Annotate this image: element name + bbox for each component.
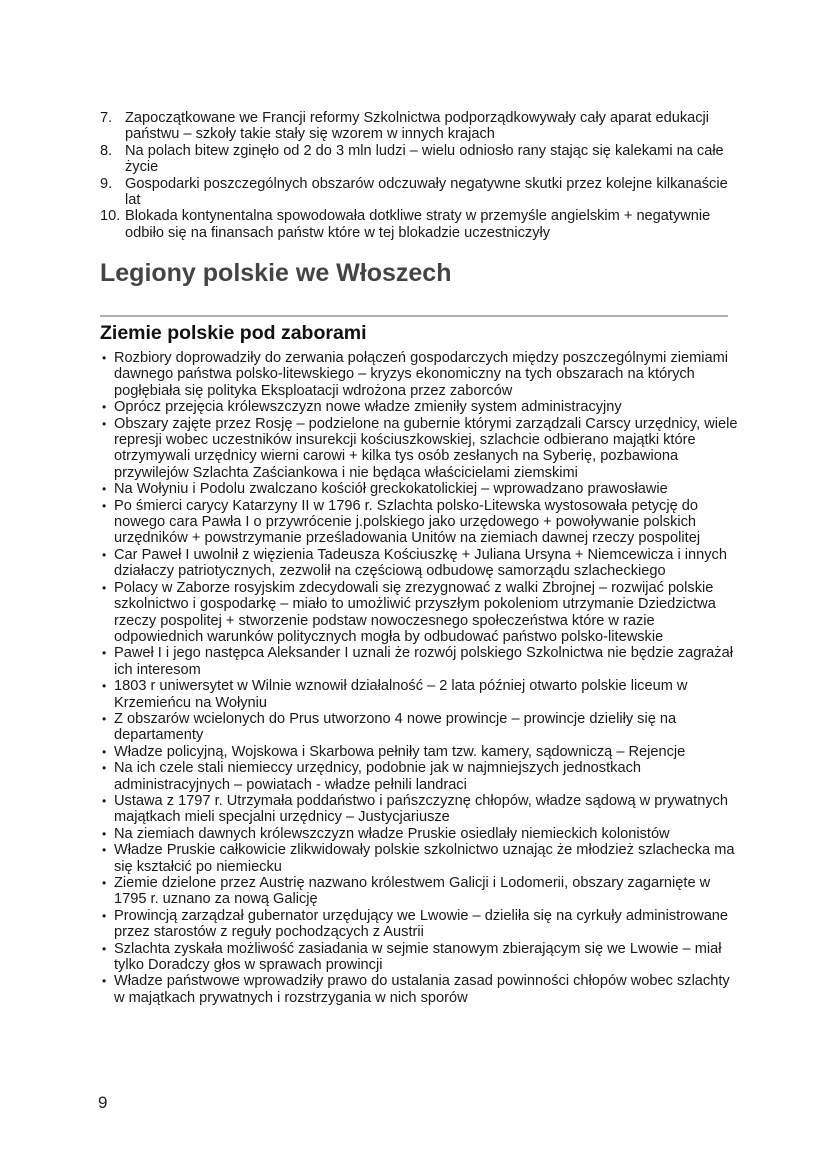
bullet-text: Paweł I i jego następca Aleksander I uznali że rozwój polskiego Szkolnictwa nie będzie zagrażał ich interesom bbox=[114, 645, 733, 678]
bullet-text: Po śmierci carycy Katarzyny II w 1796 r. Szlachta polsko-Litewska wystosowała petycję do nowego cara Pawła I o przywrócenie j.polskiego jako urzędowego + powoływanie polskich urzędników + powstrzymanie prześladowania Unitów na ziemiach dawnej rzeczy pospolitej bbox=[114, 497, 701, 547]
bullet-item bbox=[100, 826, 740, 842]
bullet-icon: • bbox=[102, 908, 107, 923]
bullet-text: Władze Pruskie całkowicie zlikwidowały polskie szkolnictwo uznając że młodzież szlachecka ma się kształcić po niemiecku bbox=[114, 842, 735, 875]
bullet-icon: • bbox=[102, 761, 107, 776]
bullet-icon: • bbox=[102, 679, 107, 694]
bullet-text: 1803 r uniwersytet w Wilnie wznowił działalność – 2 lata później otwarto polskie liceum w Krzemieńcu na Wołyniu bbox=[114, 678, 688, 711]
item-number: 9. bbox=[100, 175, 113, 192]
divider bbox=[100, 315, 728, 317]
bullet-item bbox=[100, 908, 740, 941]
bullet-text: Na ich czele stali niemieccy urzędnicy, podobnie jak w najmniejszych jednostkach administracyjnych – powiatach - władze pełnili landraci bbox=[114, 760, 641, 793]
bullet-item bbox=[100, 744, 740, 760]
bullet-item bbox=[100, 793, 740, 826]
bullet-text: Ustawa z 1797 r. Utrzymała poddaństwo i pańszczyznę chłopów, władze sądową w prywatnych majątkach mieli specjalni urzędnicy – Justycjariusze bbox=[114, 792, 729, 826]
bullet-text: Polacy w Zaborze rosyjskim zdecydowali się zrezygnować z walki Zbrojnej – rozwijać polskie szkolnictwo i gospodarkę – miało to umożliwić przyszłym pokoleniom utrzymanie Dziedzictwa rzeczy pospolitej + stworzenie podstaw nowoczesnego społeczeństwa które w razie odpowiednich warunków politycznych mogła by odbudować państwo polsko-litewskie bbox=[114, 579, 716, 645]
numbered-item bbox=[100, 176, 740, 209]
bullet-item bbox=[100, 481, 740, 497]
bullet-text: Obszary zajęte przez Rosję – podzielone na gubernie którymi zarządzali Carscy urzędnicy, wiele represji wobec uczestników insurekcji kościuszkowskiej, szlachcie odbierano majątki które otrzymywali urzędnicy wierni carowi + kilka tys osób zesłanych na Syberię, pozbawiona przywilejów Szlachta Zaściankowa i nie będąca właścicielami ziemskimi bbox=[114, 415, 738, 481]
bullet-text: Na Wołyniu i Podolu zwalczano kościół greckokatolickiej – wprowadzano prawosławie bbox=[114, 481, 668, 498]
bullet-text: Na ziemiach dawnych królewszczyzn władze Pruskie osiedlały niemieckich kolonistów bbox=[114, 825, 670, 842]
bullet-icon: • bbox=[102, 941, 107, 956]
bullet-icon: • bbox=[102, 744, 107, 759]
bullet-text: Ziemie dzielone przez Austrię nazwano królestwem Galicji i Lodomerii, obszary zagarnięte w 1795 r. uznano za nową Galicję bbox=[114, 875, 711, 908]
bullet-item bbox=[100, 580, 740, 646]
item-text: Gospodarki poszczególnych obszarów odczuwały negatywne skutki przez kolejne kilkanaście lat bbox=[125, 175, 728, 209]
bullet-icon: • bbox=[102, 400, 107, 415]
bullet-icon: • bbox=[102, 416, 107, 431]
item-text: Na polach bitew zginęło od 2 do 3 mln ludzi – wielu odniosło rany stając się kalekami na całe życie bbox=[125, 142, 724, 176]
bullet-text: Szlachta zyskała możliwość zasiadania w sejmie stanowym zbierającym się we Lwowie – miał tylko Doradczy głos w sprawach prowincji bbox=[114, 940, 722, 974]
bullet-item bbox=[100, 416, 740, 482]
bullet-text: Car Paweł I uwolnił z więzienia Tadeusza Kościuszkę + Juliana Ursyna + Niemcewicza i innych działaczy patriotycznych, zezwolił na częściową odbudowę samorządu szlacheckiego bbox=[114, 546, 727, 580]
bullet-item bbox=[100, 941, 740, 974]
bullet-icon: • bbox=[102, 498, 107, 513]
bullet-item bbox=[100, 678, 740, 711]
bullet-icon: • bbox=[102, 580, 107, 595]
bullet-item bbox=[100, 350, 740, 399]
numbered-item bbox=[100, 110, 740, 143]
numbered-item bbox=[100, 143, 740, 176]
bullet-icon: • bbox=[102, 826, 107, 841]
bullet-icon: • bbox=[102, 843, 107, 858]
bullet-icon: • bbox=[102, 974, 107, 989]
bullet-item bbox=[100, 547, 740, 580]
bullet-icon: • bbox=[102, 646, 107, 661]
bullet-icon: • bbox=[102, 547, 107, 562]
bullet-item bbox=[100, 760, 740, 793]
bullet-icon: • bbox=[102, 482, 107, 497]
bullet-text: Rozbiory doprowadziły do zerwania połączeń gospodarczych między poszczególnymi ziemiami dawnego państwa polsko-litewskiego – kryzys ekonomiczny na tych obszarach na których pogłębiała się polityka Eksploatacji wdrożona przez zaborców bbox=[114, 350, 729, 399]
bullet-icon: • bbox=[102, 793, 107, 808]
subsection-heading: Ziemie polskie pod zaborami bbox=[100, 322, 367, 344]
bullet-text: Prowincją zarządzał gubernator urzędujący we Lwowie – dzieliła się na cyrkuły administrowane przez starostów z reguły pochodzących z Austrii bbox=[114, 907, 729, 941]
bullet-item bbox=[100, 875, 740, 908]
item-text: Zapoczątkowane we Francji reformy Szkolnictwa podporządkowywały cały aparat edukacji państwu – szkoły takie stały się wzorem w innych krajach bbox=[125, 110, 710, 143]
bullet-text: Władze policyjną, Wojskowa i Skarbowa pełniły tam tzw. kamery, sądowniczą – Rejencje bbox=[114, 743, 686, 760]
bullet-list bbox=[100, 350, 740, 1006]
bullet-text: Władze państwowe wprowadziły prawo do ustalania zasad powinności chłopów wobec szlachty w majątkach prywatnych i rozstrzygania w nich sporów bbox=[114, 973, 730, 1006]
bullet-text: Z obszarów wcielonych do Prus utworzono 4 nowe prowincje – prowincje dzieliły się na departamenty bbox=[114, 710, 677, 744]
numbered-list bbox=[100, 110, 740, 241]
item-number: 8. bbox=[100, 142, 113, 159]
item-text: Blokada kontynentalna spowodowała dotkliwe straty w przemyśle angielskim + negatywnie odbiło się na finansach państw które w tej blokadzie uczestniczyły bbox=[125, 208, 711, 241]
bullet-icon: • bbox=[102, 711, 107, 726]
bullet-icon: • bbox=[102, 351, 107, 365]
bullet-item bbox=[100, 973, 740, 1006]
page-number: 9 bbox=[98, 1093, 108, 1112]
bullet-item bbox=[100, 711, 740, 744]
item-number: 10. bbox=[100, 208, 121, 225]
bullet-item bbox=[100, 842, 740, 875]
bullet-text: Oprócz przejęcia królewszczyzn nowe władze zmieniły system administracyjny bbox=[114, 399, 622, 416]
item-number: 7. bbox=[100, 110, 113, 126]
bullet-item bbox=[100, 498, 740, 547]
numbered-item bbox=[100, 208, 740, 241]
bullet-item bbox=[100, 645, 740, 678]
bullet-icon: • bbox=[102, 876, 107, 890]
bullet-item bbox=[100, 399, 740, 415]
section-heading: Legiony polskie we Włoszech bbox=[100, 259, 452, 287]
